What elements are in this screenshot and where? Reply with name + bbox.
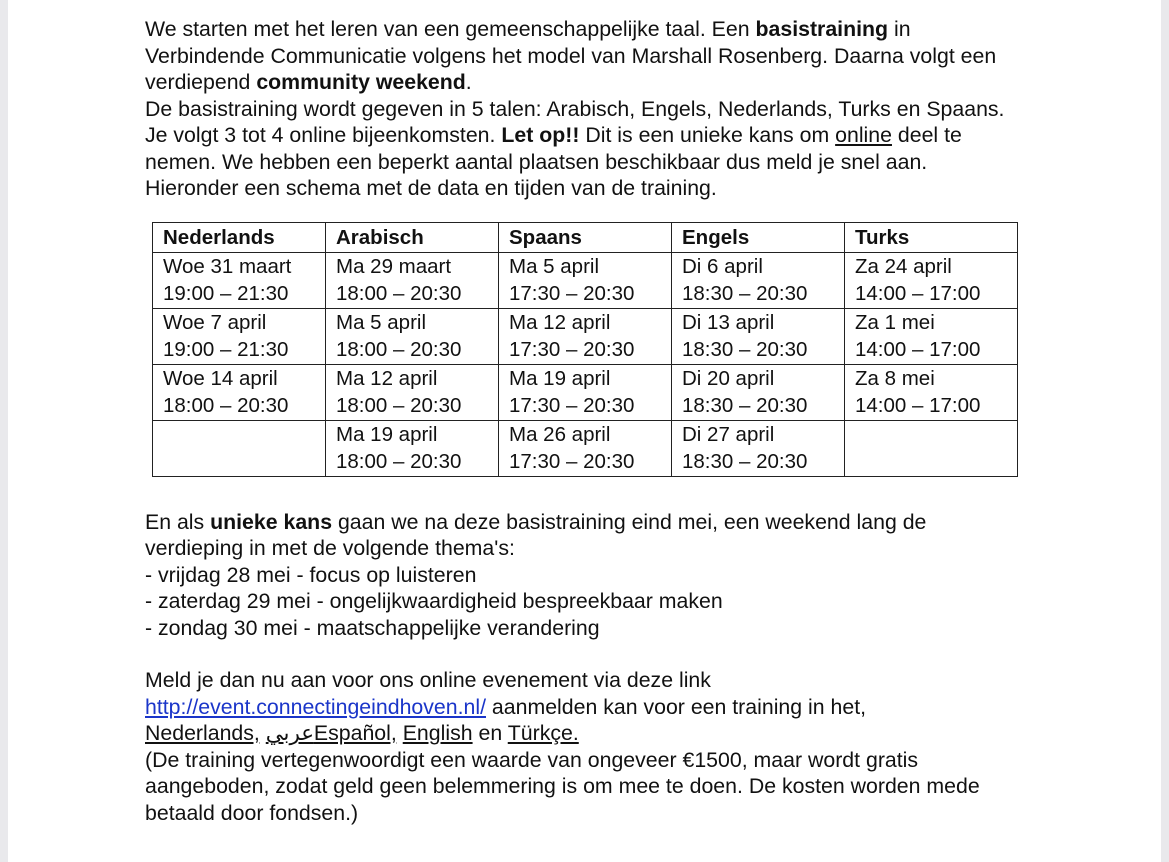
intro-paragraph-1 — [145, 16, 1025, 96]
intro-text: De basistraining wordt gegeven in 5 talen: Arabisch, Engels, Nederlands, Turks en Spaans. Je volgt 3 tot 4 online bijeenkomsten. — [145, 96, 1005, 147]
cell-time: 18:00 – 20:30 — [336, 338, 462, 361]
schedule-cell — [499, 252, 672, 308]
document-content — [145, 16, 1025, 826]
cell-date: Ma 12 april — [509, 310, 611, 334]
language-espanol[interactable]: Español, — [313, 721, 397, 745]
cell-time: 14:00 – 17:00 — [855, 282, 981, 305]
header-nederlands: Nederlands — [153, 222, 326, 252]
cell-time: 17:30 – 20:30 — [509, 338, 635, 361]
unieke-kans-bold: unieke kans — [210, 509, 333, 534]
weekend-text: gaan we na deze basistraining eind mei, een weekend lang de verdieping in met de volgende thema's: — [145, 509, 927, 560]
cell-time: 18:00 – 20:30 — [336, 282, 462, 305]
schedule-row — [153, 308, 1018, 364]
cell-date: Woe 7 april — [163, 310, 267, 334]
language-arabic[interactable]: عربي — [265, 721, 314, 745]
cost-note: (De training vertegenwoordigt een waarde van ongeveer €1500, maar wordt gratis aangeboden, zodat geld geen belemmering is om mee te doen. De kosten worden mede betaald door fondsen.) — [145, 747, 980, 825]
schedule-cell — [845, 308, 1018, 364]
themes-list — [145, 562, 1025, 642]
schedule-row — [153, 252, 1018, 308]
cell-time: 14:00 – 17:00 — [855, 338, 981, 361]
theme-item: - zondag 30 mei - maatschappelijke verandering — [145, 615, 600, 640]
schedule-cell — [153, 308, 326, 364]
cell-time: 19:00 – 21:30 — [163, 338, 289, 361]
conjunction-en: en — [478, 721, 503, 745]
cell-time: 18:30 – 20:30 — [682, 450, 808, 473]
header-spaans: Spaans — [499, 222, 672, 252]
spacer — [145, 641, 1025, 667]
cell-time: 18:30 – 20:30 — [682, 394, 808, 417]
register-text: aanmelden kan voor een training in het, — [486, 694, 867, 719]
cell-time: 18:00 – 20:30 — [336, 394, 462, 417]
cell-time: 14:00 – 17:00 — [855, 394, 981, 417]
register-text: Meld je dan nu aan voor ons online evenement via deze link — [145, 668, 711, 692]
schedule-cell — [326, 252, 499, 308]
schedule-cell — [153, 364, 326, 420]
cell-date: Di 6 april — [682, 254, 763, 278]
schedule-cell-empty — [153, 420, 326, 476]
schedule-cell — [845, 364, 1018, 420]
document-page — [8, 0, 1161, 862]
cell-time: 17:30 – 20:30 — [509, 394, 635, 417]
intro-text: We starten met het leren van een gemeenschappelijke taal. Een — [145, 17, 756, 41]
event-link[interactable]: http://event.connectingeindhoven.nl/ — [145, 694, 486, 719]
community-weekend-bold: community weekend — [256, 70, 466, 94]
cell-time: 18:30 – 20:30 — [682, 338, 808, 361]
schedule-cell — [499, 420, 672, 476]
schedule-cell — [845, 252, 1018, 308]
schedule-header-row — [153, 222, 1018, 252]
intro-paragraph-2 — [145, 96, 1025, 202]
cell-date: Ma 29 maart — [336, 254, 452, 278]
cell-date: Di 27 april — [682, 422, 775, 446]
header-engels: Engels — [672, 222, 845, 252]
cell-date: Woe 31 maart — [163, 254, 292, 278]
weekend-text: En als — [145, 509, 211, 534]
language-english[interactable]: English — [402, 721, 473, 745]
intro-text: deel te nemen. We hebben een beperkt aantal plaatsen beschikbaar dus meld je snel aan. Hieronder een schema met de data en tijden van de training. — [145, 123, 962, 200]
schedule-cell — [672, 308, 845, 364]
header-turks: Turks — [845, 222, 1018, 252]
register-paragraph — [145, 667, 1025, 747]
schedule-cell — [326, 364, 499, 420]
cell-date: Ma 5 april — [509, 254, 600, 278]
schedule-cell — [326, 308, 499, 364]
language-nederlands[interactable]: Nederlands, — [145, 721, 260, 745]
cell-date: Ma 19 april — [509, 366, 611, 390]
cell-time: 19:00 – 21:30 — [163, 282, 289, 305]
language-turkce[interactable]: Türkçe. — [507, 721, 579, 745]
theme-item: - vrijdag 28 mei - focus op luisteren — [145, 562, 477, 587]
cell-date: Za 24 april — [855, 254, 952, 278]
schedule-cell — [499, 308, 672, 364]
cell-date: Woe 14 april — [163, 366, 278, 390]
schedule-row — [153, 420, 1018, 476]
weekend-paragraph — [145, 509, 1025, 562]
cell-time: 18:00 – 20:30 — [336, 450, 462, 473]
schedule-row — [153, 364, 1018, 420]
cell-time: 18:30 – 20:30 — [682, 282, 808, 305]
cell-date: Di 20 april — [682, 366, 775, 390]
header-arabisch: Arabisch — [326, 222, 499, 252]
cell-date: Ma 19 april — [336, 422, 438, 446]
cell-date: Za 8 mei — [855, 366, 935, 390]
schedule-cell — [326, 420, 499, 476]
intro-text: in Verbindende Communicatie volgens het model van Marshall Rosenberg. Daarna volgt een verdiepend — [145, 17, 997, 94]
schedule-cell — [672, 252, 845, 308]
intro-text: . — [465, 70, 472, 94]
let-op-bold: Let op!! — [501, 123, 580, 147]
cell-date: Di 13 april — [682, 310, 775, 334]
cell-date: Ma 26 april — [509, 422, 611, 446]
cell-time: 17:30 – 20:30 — [509, 282, 635, 305]
schedule-table — [152, 222, 1018, 477]
schedule-cell — [672, 364, 845, 420]
schedule-cell-empty — [845, 420, 1018, 476]
intro-text: Dit is een unieke kans om — [579, 123, 836, 147]
schedule-cell — [499, 364, 672, 420]
cell-time: 18:00 – 20:30 — [163, 394, 289, 417]
basistraining-bold: basistraining — [755, 17, 889, 41]
cell-date: Ma 5 april — [336, 310, 427, 334]
online-underlined: online — [835, 123, 892, 147]
theme-item: - zaterdag 29 mei - ongelijkwaardigheid bespreekbaar maken — [145, 589, 723, 613]
schedule-cell — [672, 420, 845, 476]
cell-date: Ma 12 april — [336, 366, 438, 390]
schedule-cell — [153, 252, 326, 308]
cell-date: Za 1 mei — [855, 310, 935, 334]
cell-time: 17:30 – 20:30 — [509, 450, 635, 473]
